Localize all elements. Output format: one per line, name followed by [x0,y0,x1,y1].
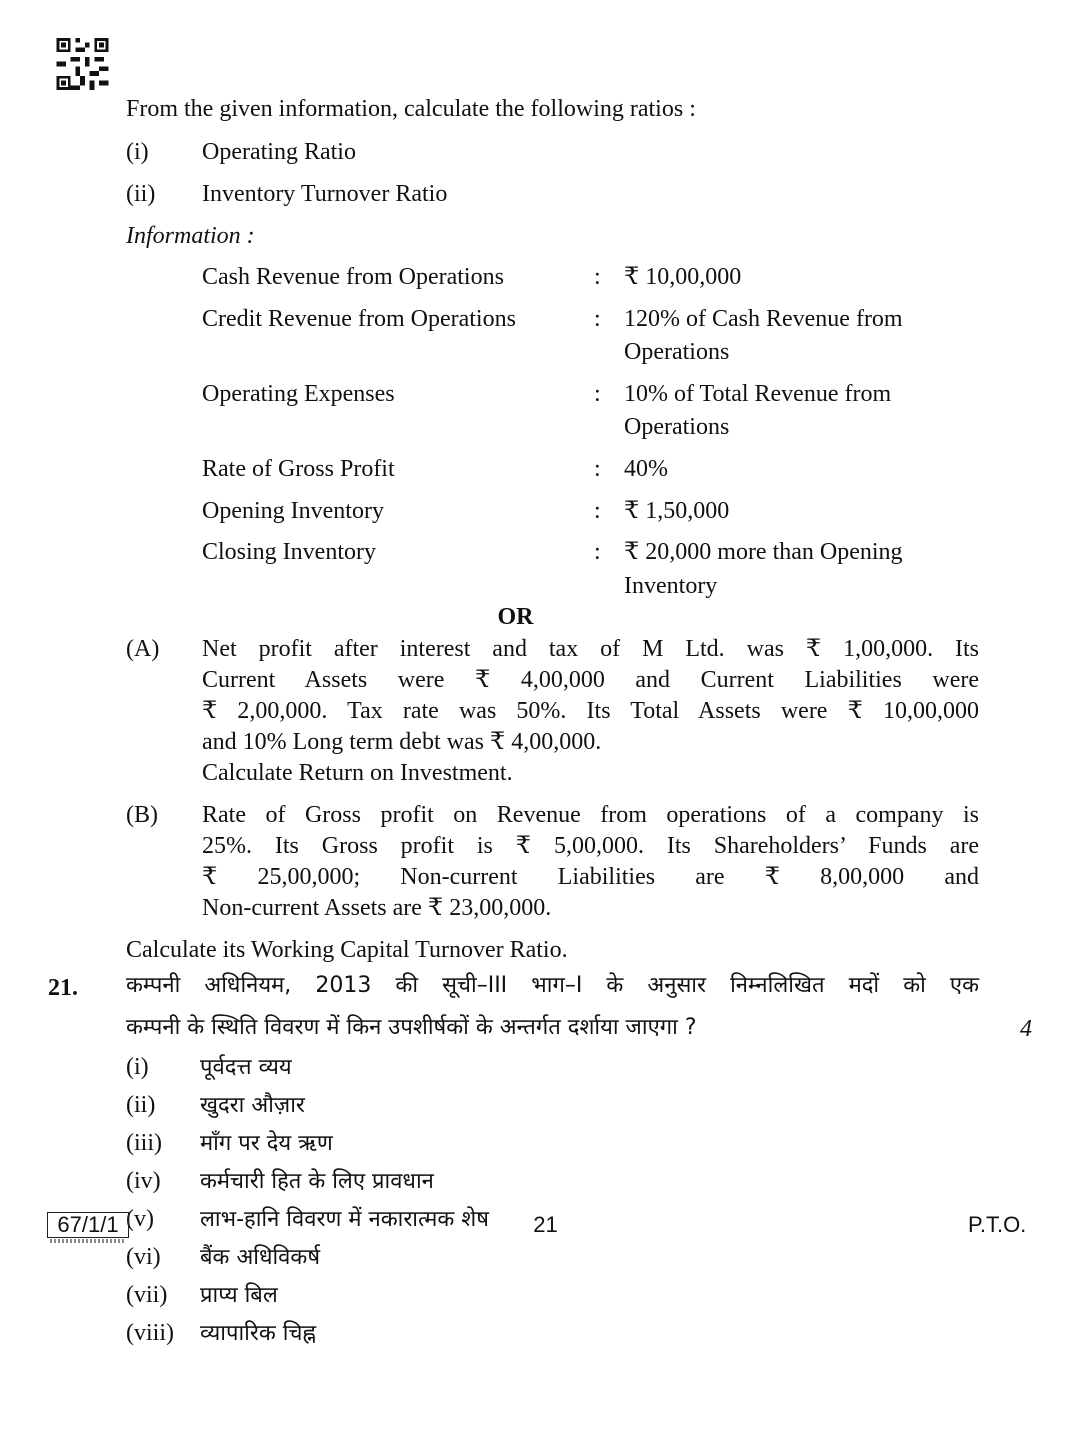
info-value-continued: Operations [624,414,730,440]
list-item-label: (ii) [126,1092,156,1118]
paper-code: 67/1/1 [47,1212,129,1238]
info-value: 40% [624,456,668,482]
part-a-line: Net profit after interest and tax of M Ltd. was ₹ 1,00,000. Its [202,636,979,662]
ratio-label: (i) [126,139,149,165]
list-item: कर्मचारी हित के लिए प्रावधान [200,1169,434,1194]
info-item: Operating Expenses [202,381,395,407]
info-value: ₹ 1,50,000 [624,498,730,524]
list-item-label: (viii) [126,1320,174,1346]
info-value: ₹ 10,00,000 [624,264,742,290]
list-item-label: (iv) [126,1168,161,1194]
page-number: 21 [533,1212,558,1237]
info-item: Opening Inventory [202,498,384,524]
list-item-label: (v) [126,1206,154,1232]
list-item-label: (iii) [126,1130,162,1156]
question-text-line: कम्पनी के स्थिति विवरण में किन उपशीर्षकों के अन्तर्गत दर्शाया जाएगा ? [126,1015,697,1040]
info-colon: : [594,381,601,407]
part-b-instruction: Calculate its Working Capital Turnover Ratio. [126,937,568,963]
info-colon: : [594,498,601,524]
list-item-label: (vii) [126,1282,168,1308]
list-item-label: (i) [126,1054,149,1080]
information-heading: Information : [126,223,255,249]
list-item: प्राप्य बिल [200,1283,278,1308]
list-item: लाभ-हानि विवरण में नकारात्मक शेष [200,1207,489,1232]
info-colon: : [594,306,601,332]
part-a-line: and 10% Long term debt was ₹ 4,00,000. [202,729,602,755]
question-number: 21. [48,975,78,1001]
part-b-line: Non-current Assets are ₹ 23,00,000. [202,895,552,921]
part-a-label: (A) [126,636,160,662]
ratio-text: Inventory Turnover Ratio [202,181,448,207]
part-b-label: (B) [126,802,158,828]
or-divider: OR [497,604,534,630]
part-b-line: Rate of Gross profit on Revenue from operations of a company is [202,802,979,828]
info-item: Closing Inventory [202,539,376,565]
info-value: ₹ 20,000 more than Opening [624,539,903,565]
info-colon: : [594,539,601,565]
info-value-continued: Operations [624,339,730,365]
part-a-instruction: Calculate Return on Investment. [202,760,513,786]
part-a-line: ₹ 2,00,000. Tax rate was 50%. Its Total Assets were ₹ 10,00,000 [202,698,979,724]
info-colon: : [594,264,601,290]
info-item: Rate of Gross Profit [202,456,395,482]
info-item: Credit Revenue from Operations [202,306,516,332]
list-item-label: (vi) [126,1244,161,1270]
info-value: 120% of Cash Revenue from [624,306,903,332]
ratios-prompt: From the given information, calculate the following ratios : [126,96,696,122]
info-colon: : [594,456,601,482]
info-item: Cash Revenue from Operations [202,264,504,290]
info-value-continued: Inventory [624,573,718,599]
part-b-line: 25%. Its Gross profit is ₹ 5,00,000. Its Shareholders’ Funds are [202,833,979,859]
info-value: 10% of Total Revenue from [624,381,892,407]
list-item: व्यापारिक चिह्न [200,1321,317,1346]
ratio-label: (ii) [126,181,156,207]
part-a-line: Current Assets were ₹ 4,00,000 and Current Liabilities were [202,667,979,693]
marks-label: 4 [1020,1016,1032,1042]
list-item: बैंक अधिविकर्ष [200,1245,321,1270]
question-text-line: कम्पनी अधिनियम, 2013 की सूची–III भाग–I के अनुसार निम्नलिखित मदों को एक [126,973,979,998]
list-item: पूर्वदत्त व्यय [200,1055,292,1080]
pto-label: P.T.O. [968,1212,1027,1237]
list-item: खुदरा औज़ार [200,1093,305,1118]
list-item: माँग पर देय ऋण [200,1131,333,1156]
qr-code-icon [55,38,110,90]
part-b-line: ₹ 25,00,000; Non-current Liabilities are ₹ 8,00,000 and [202,864,979,890]
ratio-text: Operating Ratio [202,139,356,165]
